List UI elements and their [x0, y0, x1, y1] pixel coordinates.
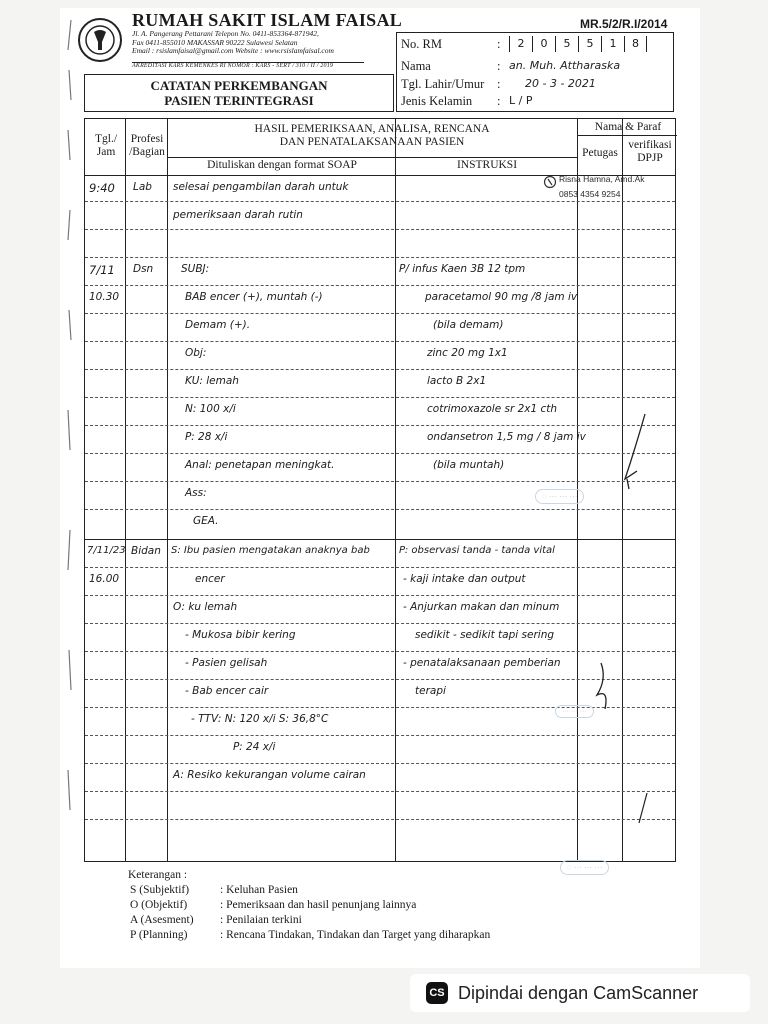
entry2-soap-line: SUBJ: — [181, 263, 210, 275]
dpjp-signature-icon — [625, 789, 655, 829]
entry2-soap-line: BAB encer (+), muntah (-) — [185, 291, 323, 303]
legend-code: S (Subjektif) — [130, 884, 190, 896]
entry2-soap-line: GEA. — [193, 515, 219, 527]
rule-line — [85, 595, 675, 596]
rule-line — [85, 229, 675, 230]
soap-subheader-line — [167, 157, 577, 158]
rm-label: No. RM — [401, 37, 442, 51]
rm-digit: 5 — [578, 36, 601, 52]
entry3-date: 7/11/23 — [87, 545, 126, 556]
header-soap-note: Dituliskan dengan format SOAP — [207, 159, 357, 171]
patient-dob: 20 - 3 - 2021 — [525, 77, 596, 90]
col-divider — [167, 119, 168, 861]
rule-line — [85, 481, 675, 482]
rm-digit: 5 — [555, 36, 578, 52]
address-line: Fax 0411-855010 MAKASSAR 90222 Sulawesi Selatan — [132, 37, 298, 47]
legend-code: O (Objektif) — [130, 899, 188, 911]
rule-line — [85, 257, 675, 258]
rm-digit: 0 — [532, 36, 555, 52]
entry3-instruction: P: observasi tanda - tanda vital — [399, 545, 555, 556]
colon: : — [497, 77, 501, 91]
header-verifikasi: verifikasi DPJP — [628, 139, 672, 164]
rm-digits — [509, 36, 647, 52]
scanner-text: Dipindai dengan CamScanner — [458, 983, 699, 1003]
entry2-instruction: (bila demam) — [433, 319, 504, 331]
entry3-soap-line: - Pasien gelisah — [185, 657, 268, 669]
rm-digit: 1 — [601, 36, 624, 52]
entry2-soap-line: KU: lemah — [185, 375, 239, 387]
entry2-profession: Dsn — [133, 263, 154, 275]
entry2-time: 10.30 — [89, 291, 120, 303]
progress-notes-table — [84, 118, 676, 862]
sex-label: Jenis Kelamin — [401, 94, 473, 108]
form-title-line: CATATAN PERKEMBANGAN — [150, 78, 328, 93]
entry-separator — [85, 539, 675, 540]
entry3-time: 16.00 — [89, 573, 120, 585]
header-main-line2: DAN PENATALAKSANAAN PASIEN — [279, 136, 465, 148]
entry3-profession: Bidan — [131, 545, 161, 557]
rule-line — [85, 509, 675, 510]
entry3-instruction: terapi — [415, 685, 446, 697]
legend-row — [128, 898, 417, 913]
entry1-stamp-name: Risna Hamna, Amd.Ak — [559, 174, 645, 184]
faint-stamp-icon: ··· ··· ··· — [555, 705, 594, 718]
entry2-soap-line: N: 100 x/i — [185, 403, 236, 415]
header-name-paraf: Nama & Paraf — [594, 121, 662, 133]
camscanner-icon: CS — [426, 982, 448, 1004]
rule-line — [85, 819, 675, 820]
address-line: Jl. A. Pangerang Pettarani Telepon No. 0411-853364-871942, — [132, 29, 319, 38]
entry3-soap-line: - Bab encer cair — [185, 685, 269, 697]
rule-line — [85, 763, 675, 764]
entry3-instruction: - penatalaksanaan pemberian — [403, 657, 561, 669]
legend-code: P (Planning) — [130, 929, 188, 941]
rule-line — [85, 397, 675, 398]
entry2-soap-line: Demam (+). — [185, 319, 251, 331]
address-line: Email : rsislamfaisal@gmail.com Website : www.rsislamfaisal.com — [132, 46, 334, 55]
entry2-soap-line: Ass: — [185, 487, 207, 499]
header-instruksi: INSTRUKSI — [456, 159, 518, 171]
lab-stamp-icon — [543, 175, 557, 189]
entry2-instruction: ondansetron 1,5 mg / 8 jam iv — [427, 431, 586, 443]
legend-desc: : Rencana Tindakan, Tindakan dan Target yang diharapkan — [220, 929, 491, 941]
header-profession: Profesi /Bagian — [129, 133, 165, 158]
legend — [128, 868, 491, 943]
faint-stamp-icon: ◌ ··· ··· ··· — [560, 860, 609, 875]
scanner-badge — [410, 974, 750, 1012]
legend-row — [128, 883, 298, 898]
accreditation-line: AKREDITASI KARS KEMENKES RI NOMOR : KARS - SERT / 310 / II / 2019 — [132, 62, 364, 69]
entry2-instruction: P/ infus Kaen 3B 12 tpm — [399, 263, 526, 275]
hospital-name: RUMAH SAKIT ISLAM FAISAL — [132, 10, 403, 30]
rm-digit: 8 — [624, 36, 647, 52]
legend-desc: : Keluhan Pasien — [220, 884, 298, 896]
header-date-time: Tgl./ Jam — [94, 133, 118, 158]
legend-row — [128, 928, 491, 943]
faint-stamp-icon: ◌ ··· ··· ··· — [535, 489, 584, 504]
entry2-soap-line: Anal: penetapan meningkat. — [185, 459, 335, 471]
entry2-soap-line: P: 28 x/i — [185, 431, 228, 443]
rule-line — [85, 453, 675, 454]
hospital-logo-icon — [80, 20, 120, 60]
patient-info-box — [396, 32, 674, 112]
entry1-soap-line: selesai pengambilan darah untuk — [173, 181, 349, 193]
col-divider — [125, 119, 126, 861]
entry2-instruction: lacto B 2x1 — [427, 375, 487, 387]
name-label: Nama — [401, 59, 431, 73]
rule-line — [85, 313, 675, 314]
entry2-instruction: cotrimoxazole sr 2x1 cth — [427, 403, 558, 415]
entry1-stamp-number: 0853 4354 9254 — [559, 189, 621, 199]
legend-code: A (Asesment) — [130, 914, 194, 926]
hospital-logo — [78, 18, 122, 62]
legend-desc: : Penilaian terkini — [220, 914, 302, 926]
entry2-instruction: (bila muntah) — [433, 459, 505, 471]
form-title — [84, 74, 394, 112]
entry3-instruction: - Anjurkan makan dan minum — [403, 601, 560, 613]
rule-line — [85, 651, 675, 652]
form-title-line: PASIEN TERINTEGRASI — [164, 93, 314, 108]
entry2-instruction: zinc 20 mg 1x1 — [427, 347, 508, 359]
rule-line — [85, 623, 675, 624]
form-code: MR.5/2/R.I/2014 — [580, 17, 668, 31]
entry3-soap-line: O: ku lemah — [173, 601, 238, 613]
hospital-address — [132, 30, 372, 56]
entry3-instruction: - kaji intake dan output — [403, 573, 526, 585]
entry3-soap-line: - Mukosa bibir kering — [185, 629, 296, 641]
paraf-subheader-line — [577, 135, 677, 136]
entry3-soap-line: S: Ibu pasien mengatakan anaknya bab — [171, 545, 370, 556]
rule-line — [85, 791, 675, 792]
patient-sex: L / P — [509, 94, 533, 107]
entry3-soap-line: encer — [195, 573, 225, 585]
binding-marks — [62, 10, 80, 910]
header-petugas: Petugas — [582, 147, 618, 159]
entry3-soap-line: - TTV: N: 120 x/i S: 36,8°C — [191, 713, 329, 725]
patient-name: an. Muh. Attharaska — [509, 59, 621, 72]
entry3-soap-line: P: 24 x/i — [233, 741, 276, 753]
colon: : — [497, 94, 501, 108]
entry1-profession: Lab — [133, 181, 152, 193]
entry3-instruction: sedikit - sedikit tapi sering — [415, 629, 555, 641]
rule-line — [85, 735, 675, 736]
rule-line — [85, 425, 675, 426]
dob-label: Tgl. Lahir/Umur — [401, 77, 485, 91]
legend-row — [128, 913, 302, 928]
rule-line — [85, 201, 675, 202]
header-main-line1: HASIL PEMERIKSAAN, ANALISA, RENCANA — [254, 123, 490, 135]
dpjp-signature-icon — [605, 409, 655, 499]
colon: : — [497, 59, 501, 73]
entry1-soap-line: pemeriksaan darah rutin — [173, 209, 303, 221]
colon: : — [497, 37, 501, 51]
entry2-instruction: paracetamol 90 mg /8 jam iv — [425, 291, 578, 303]
entry1-time: 9:40 — [89, 181, 115, 195]
entry2-soap-line: Obj: — [185, 347, 207, 359]
rule-line — [85, 285, 675, 286]
rm-digit: 2 — [509, 36, 532, 52]
entry2-date: 7/11 — [89, 263, 115, 277]
rule-line — [85, 369, 675, 370]
entry3-soap-line: A: Resiko kekurangan volume cairan — [173, 769, 366, 781]
legend-title: Keterangan : — [128, 869, 188, 881]
rule-line — [85, 567, 675, 568]
rule-line — [85, 341, 675, 342]
col-divider — [395, 119, 396, 861]
legend-desc: : Pemeriksaan dan hasil penunjang lainnya — [220, 899, 417, 911]
